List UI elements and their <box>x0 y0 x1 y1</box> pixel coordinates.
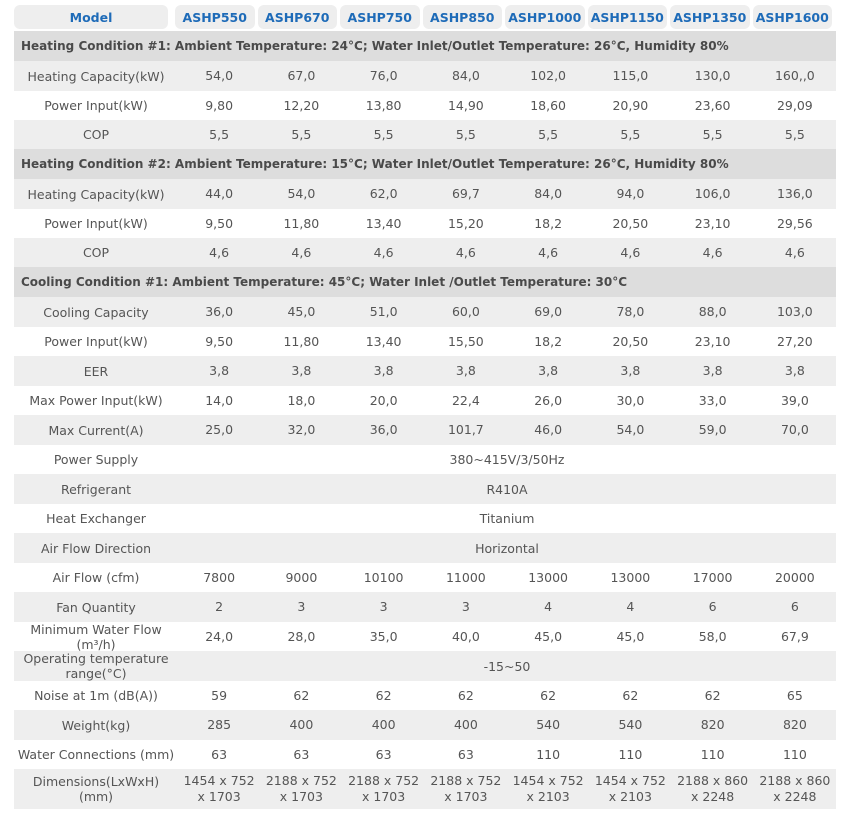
value-cell: 62 <box>293 687 310 703</box>
value-cell: 106,0 <box>694 186 731 201</box>
value-cell: 7800 <box>203 569 236 585</box>
merged-value-cell: R410A <box>486 481 528 497</box>
row-label: Weight(kg) <box>61 717 131 733</box>
model-column-header: ASHP1350 <box>670 5 750 29</box>
value-cell: 4 <box>544 599 553 614</box>
table-row <box>14 592 836 622</box>
value-cell: 3,8 <box>702 363 723 378</box>
value-cell: 94,0 <box>616 186 645 201</box>
value-cell: 400 <box>453 717 478 732</box>
table-row <box>14 681 836 710</box>
value-cell: 27,20 <box>776 333 813 349</box>
value-cell: 59,0 <box>698 422 727 437</box>
value-cell: 44,0 <box>205 186 234 201</box>
value-cell: 3,8 <box>620 363 641 378</box>
value-cell: 84,0 <box>451 68 480 83</box>
value-cell: 10100 <box>363 569 404 585</box>
value-cell: 110 <box>782 746 807 762</box>
model-header: Model <box>14 5 168 29</box>
value-cell: 54,0 <box>616 422 645 437</box>
value-cell: 62 <box>375 687 392 703</box>
value-cell: 36,0 <box>205 304 234 319</box>
value-cell: 11000 <box>445 569 486 585</box>
value-cell: 4,6 <box>620 244 641 260</box>
value-cell: 24,0 <box>205 628 234 644</box>
row-label: Max Current(A) <box>48 422 144 438</box>
value-cell: 2188 x 752 x 1703 <box>348 773 420 804</box>
model-column-header: ASHP750 <box>340 5 420 29</box>
value-cell: 4,6 <box>373 244 394 260</box>
value-cell: 2 <box>215 599 224 614</box>
value-cell: 14,90 <box>447 97 484 113</box>
value-cell: 130,0 <box>694 68 731 83</box>
value-cell: 4,6 <box>538 244 559 260</box>
value-cell: 70,0 <box>780 422 809 437</box>
value-cell: 14,0 <box>205 392 234 408</box>
value-cell: 54,0 <box>287 186 316 201</box>
merged-value-cell: 380~415V/3/50Hz <box>449 452 565 467</box>
value-cell: 62 <box>457 687 474 703</box>
row-label: Dimensions(LxWxH) (mm) <box>32 774 160 804</box>
model-column-header: ASHP1150 <box>588 5 668 29</box>
table-row <box>14 238 836 267</box>
value-cell: 67,9 <box>780 628 809 644</box>
value-cell: 62 <box>704 687 721 703</box>
value-cell: 69,0 <box>534 304 563 319</box>
value-cell: 51,0 <box>369 304 398 319</box>
value-cell: 5,5 <box>373 126 394 142</box>
value-cell: 3,8 <box>538 363 559 378</box>
model-column-header: ASHP1000 <box>505 5 585 29</box>
table-row <box>14 563 836 592</box>
spec-table <box>14 5 836 809</box>
value-cell: 20000 <box>774 569 815 585</box>
value-cell: 36,0 <box>369 422 398 437</box>
value-cell: 3,8 <box>373 363 394 378</box>
row-label: COP <box>82 245 110 260</box>
value-cell: 54,0 <box>205 68 234 83</box>
table-row <box>14 740 836 769</box>
merged-value-cell: -15~50 <box>483 658 531 674</box>
value-cell: 29,09 <box>776 97 813 113</box>
value-cell: 540 <box>536 717 561 732</box>
value-cell: 58,0 <box>698 628 727 644</box>
value-cell: 6 <box>790 599 799 614</box>
table-row <box>14 504 836 533</box>
value-cell: 35,0 <box>369 628 398 644</box>
row-label: Refrigerant <box>60 481 132 497</box>
value-cell: 15,20 <box>447 215 484 231</box>
value-cell: 2188 x 752 x 1703 <box>430 773 502 804</box>
table-row <box>14 533 836 563</box>
value-cell: 45,0 <box>287 304 316 319</box>
value-cell: 5,5 <box>291 126 312 142</box>
value-cell: 39,0 <box>780 392 809 408</box>
value-cell: 540 <box>618 717 643 732</box>
value-cell: 11,80 <box>283 333 320 349</box>
section-heading-cooling-1: Cooling Condition #1: Ambient Temperature: 45°C; Water Inlet /Outlet Temperature: 30°C <box>14 267 836 297</box>
row-label: Power Input(kW) <box>44 334 148 349</box>
row-label: Noise at 1m (dB(A)) <box>34 688 158 703</box>
value-cell: 76,0 <box>369 68 398 83</box>
value-cell: 9000 <box>285 569 318 585</box>
value-cell: 110 <box>618 746 643 762</box>
value-cell: 18,2 <box>534 215 563 231</box>
value-cell: 9,80 <box>205 97 234 113</box>
row-label: Air Flow Direction <box>40 540 152 556</box>
table-row <box>14 386 836 415</box>
value-cell: 28,0 <box>287 628 316 644</box>
value-cell: 63 <box>457 746 474 762</box>
table-row <box>14 710 836 740</box>
value-cell: 18,0 <box>287 392 316 408</box>
model-column-header: ASHP1600 <box>753 5 833 29</box>
value-cell: 1454 x 752 x 2103 <box>512 773 584 804</box>
value-cell: 4,6 <box>291 244 312 260</box>
row-label: Water Connections (mm) <box>17 747 175 762</box>
table-row <box>14 61 836 91</box>
value-cell: 59 <box>211 687 228 703</box>
value-cell: 3 <box>461 599 470 614</box>
value-cell: 62 <box>622 687 639 703</box>
value-cell: 29,56 <box>776 215 813 231</box>
table-row <box>14 179 836 209</box>
value-cell: 103,0 <box>776 304 813 319</box>
row-label: Heating Capacity(kW) <box>27 186 165 202</box>
value-cell: 5,5 <box>702 126 723 142</box>
value-cell: 3 <box>379 599 388 614</box>
value-cell: 9,50 <box>205 215 234 231</box>
value-cell: 5,5 <box>209 126 230 142</box>
value-cell: 5,5 <box>620 126 641 142</box>
value-cell: 4,6 <box>455 244 476 260</box>
value-cell: 11,80 <box>283 215 320 231</box>
value-cell: 115,0 <box>612 68 649 83</box>
value-cell: 60,0 <box>451 304 480 319</box>
row-label: Minimum Water Flow (m³/h) <box>30 621 162 652</box>
value-cell: 20,50 <box>612 215 649 231</box>
value-cell: 40,0 <box>451 628 480 644</box>
value-cell: 78,0 <box>616 304 645 319</box>
row-label: Heating Capacity(kW) <box>27 68 165 84</box>
section-heading-heating-2: Heating Condition #2: Ambient Temperature: 15°C; Water Inlet/Outlet Temperature: 26°C, Humidity 80% <box>14 149 836 179</box>
value-cell: 69,7 <box>451 186 480 201</box>
value-cell: 22,4 <box>451 392 480 408</box>
value-cell: 25,0 <box>205 422 234 437</box>
merged-value-cell: Horizontal <box>475 540 539 556</box>
value-cell: 5,5 <box>784 126 805 142</box>
value-cell: 1454 x 752 x 1703 <box>183 773 255 804</box>
value-cell: 20,90 <box>612 97 649 113</box>
value-cell: 30,0 <box>616 392 645 408</box>
value-cell: 23,10 <box>694 215 731 231</box>
row-label: Cooling Capacity <box>43 304 149 320</box>
table-row <box>14 445 836 474</box>
table-row <box>14 297 836 327</box>
value-cell: 4,6 <box>784 244 805 260</box>
value-cell: 62 <box>540 687 557 703</box>
value-cell: 13,40 <box>365 333 402 349</box>
table-row <box>14 651 836 681</box>
table-row <box>14 327 836 356</box>
value-cell: 9,50 <box>205 333 234 349</box>
value-cell: 160,,0 <box>774 68 815 83</box>
row-label: Heat Exchanger <box>46 511 146 526</box>
row-label: Operating temperature range(°C) <box>23 651 169 681</box>
value-cell: 5,5 <box>455 126 476 142</box>
value-cell: 20,0 <box>369 392 398 408</box>
value-cell: 20,50 <box>612 333 649 349</box>
row-label: Power Input(kW) <box>44 216 148 231</box>
value-cell: 67,0 <box>287 68 316 83</box>
table-header <box>14 5 836 29</box>
merged-value-cell: Titanium <box>479 511 535 526</box>
value-cell: 18,2 <box>534 333 563 349</box>
value-cell: 1454 x 752 x 2103 <box>594 773 666 804</box>
value-cell: 13,80 <box>365 97 402 113</box>
value-cell: 4 <box>626 599 635 614</box>
value-cell: 3,8 <box>455 363 476 378</box>
row-label: Air Flow (cfm) <box>52 570 140 585</box>
value-cell: 65 <box>786 687 803 703</box>
model-column-header: ASHP670 <box>258 5 338 29</box>
value-cell: 13000 <box>610 569 651 585</box>
section-heading-heating-1: Heating Condition #1: Ambient Temperature: 24°C; Water Inlet/Outlet Temperature: 26°C, Humidity 80% <box>14 31 836 61</box>
value-cell: 63 <box>375 746 392 762</box>
value-cell: 6 <box>708 599 717 614</box>
value-cell: 3,8 <box>209 363 230 378</box>
value-cell: 84,0 <box>534 186 563 201</box>
table-row <box>14 120 836 149</box>
value-cell: 33,0 <box>698 392 727 408</box>
table-row <box>14 622 836 651</box>
value-cell: 2188 x 860 x 2248 <box>759 773 831 804</box>
value-cell: 4,6 <box>209 244 230 260</box>
row-label: Power Supply <box>53 452 139 467</box>
value-cell: 62,0 <box>369 186 398 201</box>
model-column-header: ASHP850 <box>423 5 503 29</box>
value-cell: 3 <box>297 599 306 614</box>
value-cell: 63 <box>293 746 310 762</box>
value-cell: 23,10 <box>694 333 731 349</box>
value-cell: 46,0 <box>534 422 563 437</box>
row-label: EER <box>83 363 109 379</box>
table-row <box>14 474 836 504</box>
value-cell: 13,40 <box>365 215 402 231</box>
row-label: Fan Quantity <box>56 599 136 615</box>
value-cell: 285 <box>207 717 232 732</box>
value-cell: 5,5 <box>538 126 559 142</box>
table-row <box>14 356 836 386</box>
table-row <box>14 769 836 809</box>
model-column-header: ASHP550 <box>175 5 255 29</box>
value-cell: 3,8 <box>784 363 805 378</box>
value-cell: 45,0 <box>616 628 645 644</box>
value-cell: 4,6 <box>702 244 723 260</box>
value-cell: 136,0 <box>776 186 813 201</box>
value-cell: 400 <box>371 717 396 732</box>
value-cell: 2188 x 752 x 1703 <box>265 773 337 804</box>
value-cell: 32,0 <box>287 422 316 437</box>
value-cell: 3,8 <box>291 363 312 378</box>
value-cell: 102,0 <box>530 68 567 83</box>
value-cell: 26,0 <box>534 392 563 408</box>
value-cell: 45,0 <box>534 628 563 644</box>
value-cell: 15,50 <box>447 333 484 349</box>
value-cell: 400 <box>289 717 314 732</box>
value-cell: 18,60 <box>530 97 567 113</box>
value-cell: 820 <box>782 717 807 732</box>
value-cell: 17000 <box>692 569 733 585</box>
value-cell: 13000 <box>528 569 568 585</box>
value-cell: 110 <box>536 746 561 762</box>
value-cell: 101,7 <box>447 422 484 437</box>
row-label: Max Power Input(kW) <box>29 393 163 408</box>
row-label: Power Input(kW) <box>44 98 148 113</box>
value-cell: 820 <box>700 717 725 732</box>
value-cell: 12,20 <box>283 97 320 113</box>
value-cell: 63 <box>211 746 228 762</box>
value-cell: 110 <box>700 746 725 762</box>
value-cell: 2188 x 860 x 2248 <box>677 773 749 804</box>
value-cell: 23,60 <box>694 97 731 113</box>
row-label: COP <box>82 127 110 142</box>
table-row <box>14 209 836 238</box>
table-row <box>14 91 836 120</box>
value-cell: 88,0 <box>698 304 727 319</box>
table-row <box>14 415 836 445</box>
